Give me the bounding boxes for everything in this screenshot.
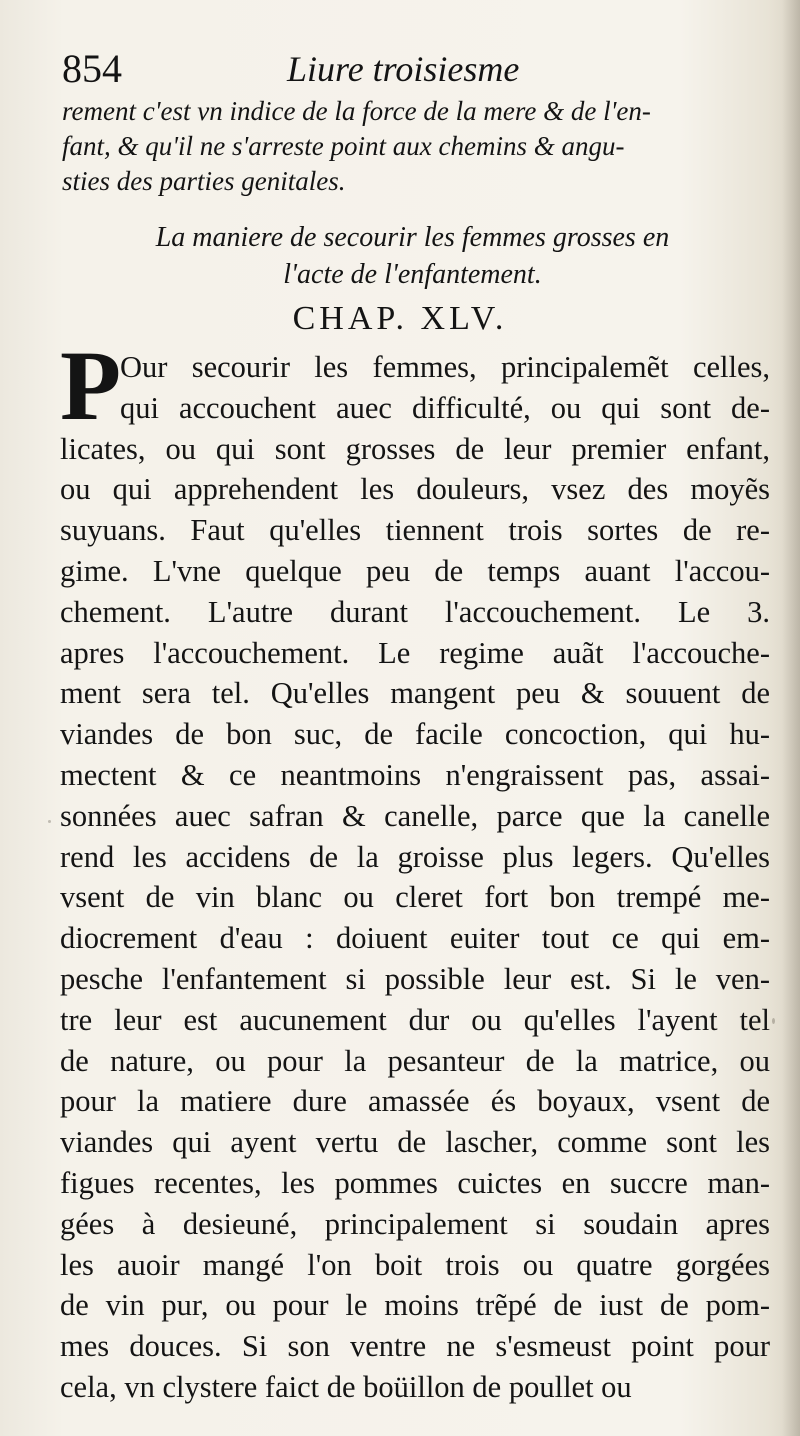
body-line: cela, vn clystere faict de boüillon de poullet ou xyxy=(60,1369,632,1404)
body-line: suyuans. Faut qu'elles tiennent trois sortes de re- xyxy=(60,513,770,548)
body-line: viandes de bon suc, de facile concoction, qui hu- xyxy=(60,717,770,752)
body-line: qui accouchent auec difficulté, ou qui sont de- xyxy=(120,390,770,425)
body-line: viandes qui ayent vertu de lascher, comme sont les xyxy=(60,1125,770,1160)
body-text xyxy=(60,347,770,1408)
body-line: gées à desieuné, principalement si soudain apres xyxy=(60,1206,770,1241)
section-title xyxy=(60,220,765,294)
running-head: Liure troisiesme xyxy=(287,49,520,89)
italic-line: fant, & qu'il ne s'arreste point aux chemins & angu- xyxy=(62,131,625,161)
chapter-heading: CHAP. XLV. xyxy=(292,300,508,337)
body-line: figues recentes, les pommes cuictes en succre man- xyxy=(60,1165,770,1200)
body-line: ment sera tel. Qu'elles mangent peu & souuent de xyxy=(60,676,770,711)
body-line: gime. L'vne quelque peu de temps auant l'accou- xyxy=(60,553,770,588)
body-line: chement. L'autre durant l'accouchement. Le 3. xyxy=(60,594,770,629)
page-number: 854 xyxy=(62,46,122,91)
body-line: mes douces. Si son ventre ne s'esmeust point pour xyxy=(60,1329,770,1364)
section-title-line-2: l'acte de l'enfantement. xyxy=(283,259,542,290)
body-line: tre leur est aucunement dur ou qu'elles l'ayent tel xyxy=(60,1002,770,1037)
italic-continuation xyxy=(62,94,767,199)
section-title-line-1: La maniere de secourir les femmes grosses en xyxy=(155,222,670,253)
body-line: licates, ou qui sont grosses de leur premier enfant, xyxy=(60,431,770,466)
body-line: diocrement d'eau : doiuent euiter tout ce qui em- xyxy=(60,921,770,956)
body-line: sonnées auec safran & canelle, parce que la canelle xyxy=(60,798,770,833)
body-line: apres l'accouchement. Le regime auãt l'accouche- xyxy=(60,635,770,670)
print-speck xyxy=(430,265,432,267)
body-line: de nature, ou pour la pesanteur de la matrice, ou xyxy=(60,1043,770,1078)
italic-line: sties des parties genitales. xyxy=(62,166,346,196)
body-line: mectent & ce neantmoins n'engraissent pas, assai- xyxy=(60,757,770,792)
page-edge-shadow xyxy=(782,0,800,1436)
drop-cap: P xyxy=(60,330,122,441)
body-line: les auoir mangé l'on boit trois ou quatre gorgées xyxy=(60,1247,770,1282)
page-header xyxy=(62,44,762,94)
body-line: rend les accidens de la groisse plus legers. Qu'elles xyxy=(60,839,770,874)
print-speck xyxy=(772,1018,775,1024)
body-line: vsent de vin blanc ou cleret fort bon trempé me- xyxy=(60,880,770,915)
body-line: ou qui apprehendent les douleurs, vsez des moyẽs xyxy=(60,472,770,507)
body-line: Our secourir les femmes, principalemẽt celles, xyxy=(120,350,770,384)
print-speck xyxy=(48,820,51,823)
body-line: pour la matiere dure amassée és boyaux, vsent de xyxy=(60,1084,770,1119)
body-line: de vin pur, ou pour le moins trẽpé de iust de pom- xyxy=(60,1288,770,1323)
italic-line: rement c'est vn indice de la force de la mere & de l'en- xyxy=(62,96,651,126)
body-line: pesche l'enfantement si possible leur est. Si le ven- xyxy=(60,961,770,996)
